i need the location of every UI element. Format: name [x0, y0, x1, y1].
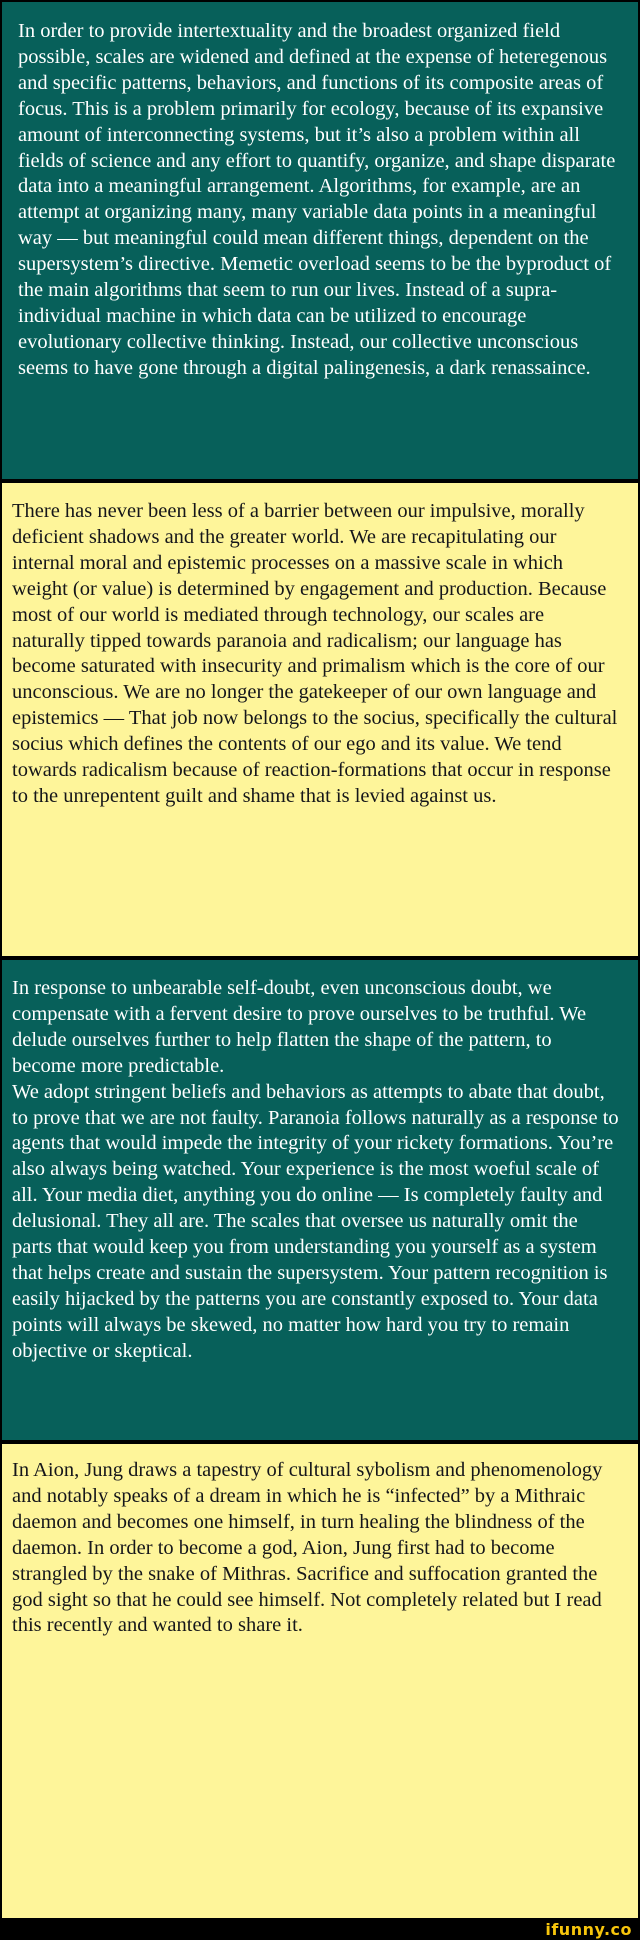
- paragraph-3a: In response to unbearable self-doubt, even unconscious doubt, we compensate with a fervent desire to prove ourselves to be truthful. We delude ourselves further to help flatten the shape of the pattern, to become more predictable.: [12, 977, 587, 1077]
- text-panel-2: [0, 481, 640, 958]
- paragraph-3b: We adopt stringent beliefs and behaviors as attempts to abate that doubt, to prove that we are not faulty. Paranoia follows naturally as a response to agents that would impede the integrity of your rickety formations. You’re also always being watched. Your experience is the most woeful scale of all. Your media diet, anything you do online — Is completely faulty and delusional. They all are. The scales that oversee us naturally omit the parts that would keep you from understanding you yourself as a system that helps create and sustain the supersystem. Your pattern recognition is easily hijacked by the patterns you are constantly exposed to. Your data points will always be skewed, no matter how hard you try to remain objective or skeptical.: [12, 1080, 619, 1362]
- paragraph-2: There has never been less of a barrier between our impulsive, morally deficient shadows and the greater world. We are recapitulating our internal moral and epistemic processes on a massive scale in which weight (or value) is determined by engagement and production. Because most of our world is mediated through technology, our scales are naturally tipped towards paranoia and radicalism; our language has become saturated with insecurity and primalism which is the core of our unconscious. We are no longer the gatekeeper of our own language and epistemics — That job now belongs to the socius, specifically the cultural socius which defines the contents of our ego and its value. We tend towards radicalism because of reaction-formations that occur in response to the unrepentent guilt and shame that is levied against us.: [12, 500, 618, 807]
- text-panel-4: [0, 1442, 640, 1920]
- text-panel-3: [0, 958, 640, 1442]
- footer-bar: [0, 1920, 640, 1940]
- paragraph-1: In order to provide intertextuality and the broadest organized field possible, scales are widened and defined at the expense of heteregenous and specific patterns, behaviors, and functions of its composite areas of focus. This is a problem primarily for ecology, because of its expansive amount of interconnecting systems, but it’s also a problem within all fields of science and any effort to quantify, organize, and shape disparate data into a meaningful arrangement. Algorithms, for example, are an attempt at organizing many, many variable data points in a meaningful way — but meaningful could mean different things, dependent on the supersystem’s directive. Memetic overload seems to be the byproduct of the main algorithms that seem to run our lives. Instead of a supra-individual machine in which data can be utilized to encourage evolutionary collective thinking. Instead, our collective unconscious seems to have gone through a digital palingenesis, a dark renassaince.: [18, 20, 616, 379]
- ifunny-watermark: ifunny.co: [545, 1920, 632, 1939]
- paragraph-4: In Aion, Jung draws a tapestry of cultural sybolism and phenomenology and notably speaks of a dream in which he is “infected” by a Mithraic daemon and becomes one himself, in turn healing the blindness of the daemon. In order to become a god, Aion, Jung first had to become strangled by the snake of Mithras. Sacrifice and suffocation granted the god sight so that he could see himself. Not completely related but I read this recently and wanted to share it.: [12, 1459, 603, 1637]
- text-panel-1: [0, 0, 640, 481]
